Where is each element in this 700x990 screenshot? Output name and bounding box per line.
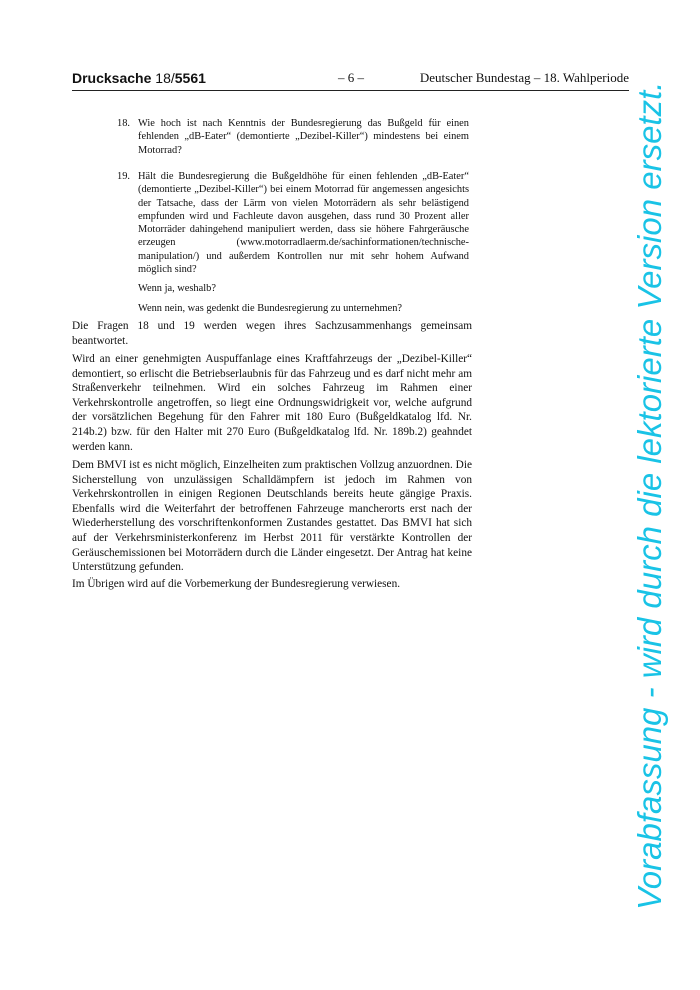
question-sub-yes: Wenn ja, weshalb? [138,283,216,295]
answer-paragraph-1: Die Fragen 18 und 19 werden wegen ihres Sachzusammenhangs gemeinsam beantwortet. [72,320,472,347]
question-18 [117,117,469,157]
answer-paragraph-2: Wird an einer genehmigten Auspuffanlage eines Kraftfahrzeugs der „Dezibel-Killer“ demontiert, so erlischt die Betriebserlaubnis für das Fahrzeug und es darf nicht mehr am Straßenverkehr teilnehmen. Wird ein solches Fahrzeug im Rahmen einer Verkehrskontrolle angetroffen, so liegt eine Ordnungswidrigkeit vor, welche aufgrund der vorsätzlichen Begehung für den Fahrer mit 180 Euro (Bußgeldkatalog lfd. Nr. 214b.2) bzw. für den Halter mit 270 Euro (Bußgeldkatalog lfd. Nr. 189b.2) geahndet werden kann. [72,353,472,453]
answer-paragraph-4: Im Übrigen wird auf die Vorbemerkung der Bundesregierung verwiesen. [72,578,401,590]
page-header [72,66,629,91]
draft-watermark: Vorabfassung - wird durch die lektorierte Version ersetzt. [631,81,668,910]
question-number: 19. [117,171,130,182]
answer-paragraph-3: Dem BMVI ist es nicht möglich, Einzelheiten zum praktischen Vollzug anzuordnen. Die Sicherstellung von unzulässigen Schalldämpfern ist jedoch im Rahmen von Verkehrskontrollen in einigen Regionen Deutschlands bereits heute gängige Praxis. Ebenfalls wird die Weiterfahrt der betroffenen Fahrzeuge mancherorts erst nach der Wiederherstellung des vorschriftenkonformen Zustandes gestattet. Das BMVI hat sich auf der Verkehrsministerkonferenz im Herbst 2011 für verstärkte Kontrollen der Geräuschemissionen bei Motorrädern durch die Länder eingesetzt. Der Antrag hat keine Unterstützung gefunden. [72,459,472,574]
doc-number-prefix: 18/ [155,70,175,86]
question-sub-no: Wenn nein, was gedenkt die Bundesregierung zu unternehmen? [138,302,403,314]
question-19 [117,170,469,315]
institution: Deutscher Bundestag – 18. Wahlperiode [419,70,629,85]
question-text: Wie hoch ist nach Kenntnis der Bundesregierung das Bußgeld für einen fehlenden „dB-Eater“ (demontierte „Dezibel-Killer“) mindestens bei einem Motorrad? [138,118,469,156]
doc-label: Drucksache [72,70,152,86]
page-number: – 6 – [338,70,364,85]
question-number: 18. [117,118,130,129]
doc-number-bold: 5561 [174,70,206,86]
question-text: Hält die Bundesregierung die Bußgeldhöhe für einen fehlenden „dB-Eater“ (demontierte „Dezibel-Killer“) bei einem Motorrad für angemessen angesichts der Tatsache, dass der Lärm von vielen Motorrädern als sehr belästigend empfunden wird und Fachleute davon ausgehen, dass rund 30 Prozent aller Motorräder dahingehend manipuliert werden, dass sie höhere Fahrgeräusche erzeugen (www.motorradlaerm.de/sachinformationen/technische-manipulation/) und außerdem Kontrollen nur mit sehr hohem Aufwand möglich sind? [138,171,469,276]
document-number [72,70,206,86]
